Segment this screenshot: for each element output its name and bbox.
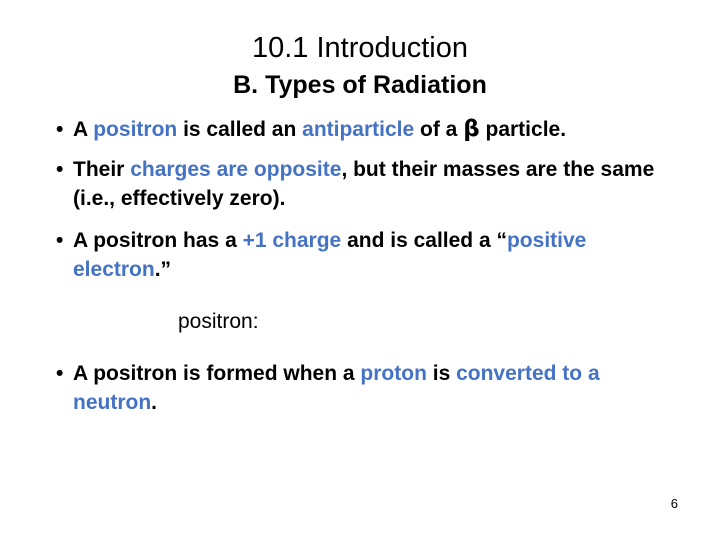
bullet-marker: •	[56, 362, 64, 385]
slide-title: 10.1 Introduction	[251, 32, 469, 64]
bullet-text: A positron is called an antiparticle of a β particle.	[73, 116, 567, 142]
highlight-converted-to-neutron: converted to a neutron	[73, 362, 600, 414]
bullet-marker: •	[56, 229, 64, 252]
slide-subtitle: B. Types of Radiation	[233, 71, 487, 99]
bullet-text: A positron is formed when a proton is converted to a neutron.	[73, 362, 600, 414]
highlight-charges-opposite: charges are opposite	[130, 158, 342, 181]
bullet-text: Their charges are opposite, but their masses are the same (i.e., effectively zero).	[73, 158, 655, 210]
bullet-positron-formation	[56, 359, 676, 417]
beta-symbol: β	[463, 116, 480, 142]
highlight-plus-one-charge: +1 charge	[242, 229, 342, 252]
highlight-positive-electron: positive electron	[73, 229, 587, 281]
page-number: 6	[670, 496, 678, 511]
bullet-text: A positron has a +1 charge and is called a “positive electron.”	[73, 229, 587, 281]
bullet-positron-antiparticle	[56, 115, 676, 144]
positron-label: positron:	[178, 310, 259, 333]
bullet-positive-electron	[56, 226, 676, 284]
bullet-marker: •	[56, 118, 64, 141]
highlight-proton: proton	[360, 362, 427, 385]
bullet-marker: •	[56, 158, 64, 181]
highlight-positron: positron	[93, 118, 178, 141]
highlight-antiparticle: antiparticle	[302, 118, 415, 141]
bullet-charges-masses	[56, 155, 676, 213]
